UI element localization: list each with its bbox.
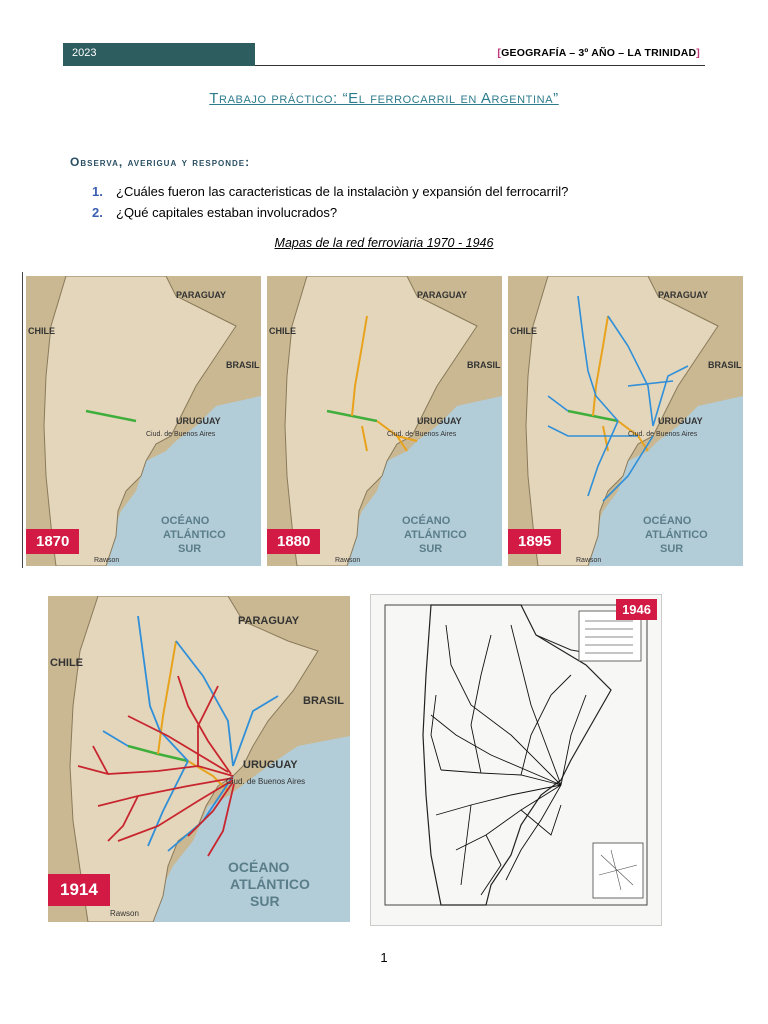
label-ocean-3: SUR <box>660 543 684 555</box>
instruction: Observa, averigua y responde: <box>70 155 251 169</box>
label-uruguay: URUGUAY <box>417 416 462 426</box>
map-1870-graphic <box>26 276 261 566</box>
map-1880-graphic <box>267 276 502 566</box>
bracket-close: ] <box>696 47 700 59</box>
label-ocean-3: SUR <box>250 893 280 909</box>
map-1895 <box>508 276 743 566</box>
page-title: Trabajo práctico: “El ferrocarril en Argentina” <box>209 90 559 107</box>
question-number: 2. <box>92 205 103 220</box>
question-list <box>92 184 568 226</box>
label-rawson: Rawson <box>576 557 602 564</box>
question-text: ¿Cuáles fueron las caracteristicas de la instalaciòn y expansión del ferrocarril? <box>116 184 569 199</box>
label-rawson: Rawson <box>335 557 361 564</box>
year-badge-1914: 1914 <box>48 874 110 906</box>
label-chile: CHILE <box>269 326 296 336</box>
label-uruguay: URUGUAY <box>658 416 703 426</box>
label-buenos-aires: Ciud. de Buenos Aires <box>146 431 216 438</box>
label-rawson: Rawson <box>94 557 120 564</box>
label-chile: CHILE <box>510 326 537 336</box>
label-brasil: BRASIL <box>467 360 501 370</box>
maps-caption: Mapas de la red ferroviaria 1970 - 1946 <box>274 236 494 250</box>
map-1895-graphic <box>508 276 743 566</box>
header-year: 2023 <box>72 47 97 59</box>
header-course <box>497 47 700 59</box>
label-paraguay: PARAGUAY <box>238 615 300 627</box>
label-ocean-2: ATLÁNTICO <box>230 876 310 892</box>
map-1870 <box>26 276 261 566</box>
question-item <box>92 184 568 205</box>
label-chile: CHILE <box>28 326 55 336</box>
question-item <box>92 205 568 226</box>
year-badge-1946: 1946 <box>616 599 657 620</box>
label-buenos-aires: Ciud. de Buenos Aires <box>628 431 698 438</box>
page-number: 1 <box>380 950 388 965</box>
label-ocean-2: ATLÁNTICO <box>404 529 467 541</box>
label-ocean-1: OCÉANO <box>402 515 451 527</box>
label-brasil: BRASIL <box>708 360 742 370</box>
course-text: GEOGRAFÍA – 3º AÑO – LA TRINIDAD <box>501 47 697 59</box>
label-buenos-aires: Ciud. de Buenos Aires <box>226 777 306 786</box>
question-text: ¿Qué capitales estaban involucrados? <box>116 205 338 220</box>
label-uruguay: URUGUAY <box>243 759 298 771</box>
label-brasil: BRASIL <box>303 695 344 707</box>
question-number: 1. <box>92 184 103 199</box>
label-ocean-2: ATLÁNTICO <box>645 529 708 541</box>
label-ocean-2: ATLÁNTICO <box>163 529 226 541</box>
label-ocean-3: SUR <box>178 543 202 555</box>
label-paraguay: PARAGUAY <box>658 290 709 300</box>
label-buenos-aires: Ciud. de Buenos Aires <box>387 431 457 438</box>
label-rawson: Rawson <box>110 909 139 918</box>
label-paraguay: PARAGUAY <box>176 290 227 300</box>
year-badge-1895: 1895 <box>508 529 561 554</box>
label-ocean-3: SUR <box>419 543 443 555</box>
label-brasil: BRASIL <box>226 360 260 370</box>
map-1946 <box>370 594 662 926</box>
label-ocean-1: OCÉANO <box>643 515 692 527</box>
label-ocean-1: OCÉANO <box>228 859 290 875</box>
year-badge-1880: 1880 <box>267 529 320 554</box>
label-chile: CHILE <box>50 657 83 669</box>
margin-line <box>22 272 23 568</box>
year-badge-1870: 1870 <box>26 529 79 554</box>
label-paraguay: PARAGUAY <box>417 290 468 300</box>
header-rule <box>255 65 705 66</box>
map-1914 <box>48 596 350 922</box>
bracket-open: [ <box>497 47 502 59</box>
label-ocean-1: OCÉANO <box>161 515 210 527</box>
label-uruguay: URUGUAY <box>176 416 221 426</box>
map-1880 <box>267 276 502 566</box>
map-1946-graphic <box>371 595 661 925</box>
